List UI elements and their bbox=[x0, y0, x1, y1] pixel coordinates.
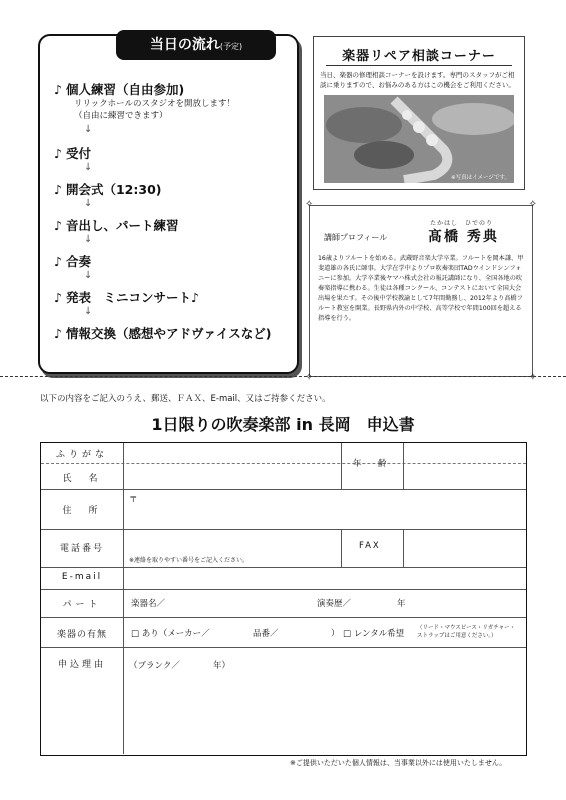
music-note-icon: ♪ bbox=[54, 181, 62, 197]
schedule-note: リリックホールのスタジオを開放します！ （自由に練習できます） bbox=[74, 99, 235, 121]
rental-checkbox[interactable]: □ レンタル希望 bbox=[343, 629, 405, 639]
blank-field[interactable]: （ブランク／ bbox=[129, 661, 180, 671]
blank-year: 年） bbox=[213, 661, 231, 671]
part-row[interactable] bbox=[41, 589, 526, 618]
sparkle-icon: ✧ bbox=[528, 372, 537, 383]
repair-title: 楽器リペア相談コーナー bbox=[342, 49, 496, 64]
photo-credit: ※写真はイメージです。 bbox=[450, 175, 510, 181]
furigana-row bbox=[41, 443, 526, 464]
reason-label: 申込理由 bbox=[57, 660, 106, 670]
name-label: 氏 名 bbox=[62, 474, 102, 484]
down-arrow-icon: ↓ bbox=[84, 270, 93, 281]
phone-note: ※連絡を取りやすい番号をご記入ください。 bbox=[129, 557, 249, 564]
profile-text: 16歳よりフルートを始める。武蔵野音楽大学卒業。フルートを岡本謙、甲斐道雄の各氏に師事。大学在学中よりプロ吹奏楽団TADウインドシンフォニーに参加。大学卒業後ヤマハ株式会社の報託講師になり、全国各地の吹奏楽指導に携わる。生徒は各種コンクール、コンテストにおいて全国大会出場を果たす。その後中学校教諭として7年間勤務し、2012年より髙橋フルート教室を開業。長野県内外の中学校、高等学校で年間100回を超える指導を行う。 bbox=[318, 255, 524, 322]
furigana-label: ふりがな bbox=[55, 450, 108, 460]
profile-ruby: たかはし ひでのり bbox=[430, 220, 494, 227]
email-label: E-mail bbox=[61, 572, 103, 582]
down-arrow-icon: ↓ bbox=[84, 124, 93, 135]
fax-label: FAX bbox=[359, 541, 381, 551]
year-unit: 年 bbox=[397, 599, 406, 609]
rental-note: （リード・マウスピース・リガチャー・ ストラップはご用意ください。） bbox=[417, 625, 516, 639]
repair-description: 当日、楽器の修理相談コーナーを設けます。専門のスタッフがご相談に乗りますので、お悩みのある方はこの機会をご利用ください。 bbox=[320, 71, 515, 89]
music-note-icon: ♪ bbox=[54, 145, 62, 161]
down-arrow-icon: ↓ bbox=[84, 198, 93, 209]
instrument-label: 楽器の有無 bbox=[56, 630, 107, 640]
sparkle-icon: ✧ bbox=[305, 199, 314, 210]
schedule-step: ♪ 開会式（12:30) bbox=[54, 181, 162, 197]
sparkle-icon: ✧ bbox=[528, 199, 537, 210]
saxophone-photo bbox=[324, 95, 514, 183]
profile-heading: 講師プロフィール bbox=[324, 233, 388, 242]
schedule-step: ♪ 受付 bbox=[54, 145, 91, 161]
part-label: パート bbox=[62, 600, 102, 610]
schedule-title: 当日の流れ(予定) bbox=[116, 30, 276, 60]
schedule-step: ♪ 発表 ミニコンサート♪ bbox=[54, 289, 199, 305]
schedule-step: ♪ 音出し、パート練習 bbox=[54, 217, 179, 233]
repair-box bbox=[313, 36, 525, 190]
phone-label: 電話番号 bbox=[59, 544, 104, 554]
schedule-step: ♪ 情報交換（感想やアドヴァイスなど) bbox=[54, 325, 272, 341]
address-row[interactable] bbox=[41, 489, 526, 530]
email-row[interactable] bbox=[41, 567, 526, 590]
address-label: 住 所 bbox=[62, 506, 102, 516]
age-label: 年 齢 bbox=[353, 459, 391, 469]
model-field[interactable]: 品番／ bbox=[253, 629, 279, 639]
instructor-name: 髙橋 秀典 bbox=[428, 229, 499, 245]
phone-row[interactable] bbox=[41, 529, 526, 568]
instrument-name-field[interactable]: 楽器名／ bbox=[131, 599, 166, 609]
instrument-row[interactable] bbox=[41, 617, 526, 648]
music-note-icon: ♪ bbox=[54, 217, 62, 233]
music-note-icon: ♪ bbox=[54, 81, 62, 97]
privacy-note: ※ご提供いただいた個人情報は、当事業以外には使用いたしません。 bbox=[290, 759, 507, 767]
divider bbox=[326, 65, 512, 66]
sparkle-icon: ✧ bbox=[305, 372, 314, 383]
down-arrow-icon: ↓ bbox=[84, 234, 93, 245]
experience-field[interactable]: 演奏歴／ bbox=[317, 599, 352, 609]
down-arrow-icon: ↓ bbox=[84, 306, 93, 317]
name-row[interactable] bbox=[41, 459, 526, 490]
schedule-box bbox=[38, 34, 299, 374]
music-note-icon: ♪ bbox=[54, 325, 62, 341]
cut-line bbox=[0, 376, 566, 377]
profile-box bbox=[305, 199, 537, 383]
down-arrow-icon: ↓ bbox=[84, 162, 93, 173]
close-paren: ） bbox=[331, 629, 340, 639]
form-title: 1日限りの吹奏楽部 in 長岡 申込書 bbox=[151, 415, 415, 434]
reason-row[interactable] bbox=[41, 647, 526, 754]
have-checkbox[interactable]: □ あり（メーカー／ bbox=[131, 629, 210, 639]
music-note-icon: ♪ bbox=[54, 253, 62, 269]
postal-mark: 〒 bbox=[129, 495, 138, 505]
schedule-step: ♪ 個人練習（自由参加) bbox=[54, 81, 185, 97]
application-form bbox=[40, 442, 527, 756]
schedule-step: ♪ 合奏 bbox=[54, 253, 91, 269]
intro-text: 以下の内容をご記入のうえ、郵送、ＦＡＸ、E-mail、又はご持参ください。 bbox=[40, 394, 331, 404]
music-note-icon: ♪ bbox=[54, 289, 62, 305]
